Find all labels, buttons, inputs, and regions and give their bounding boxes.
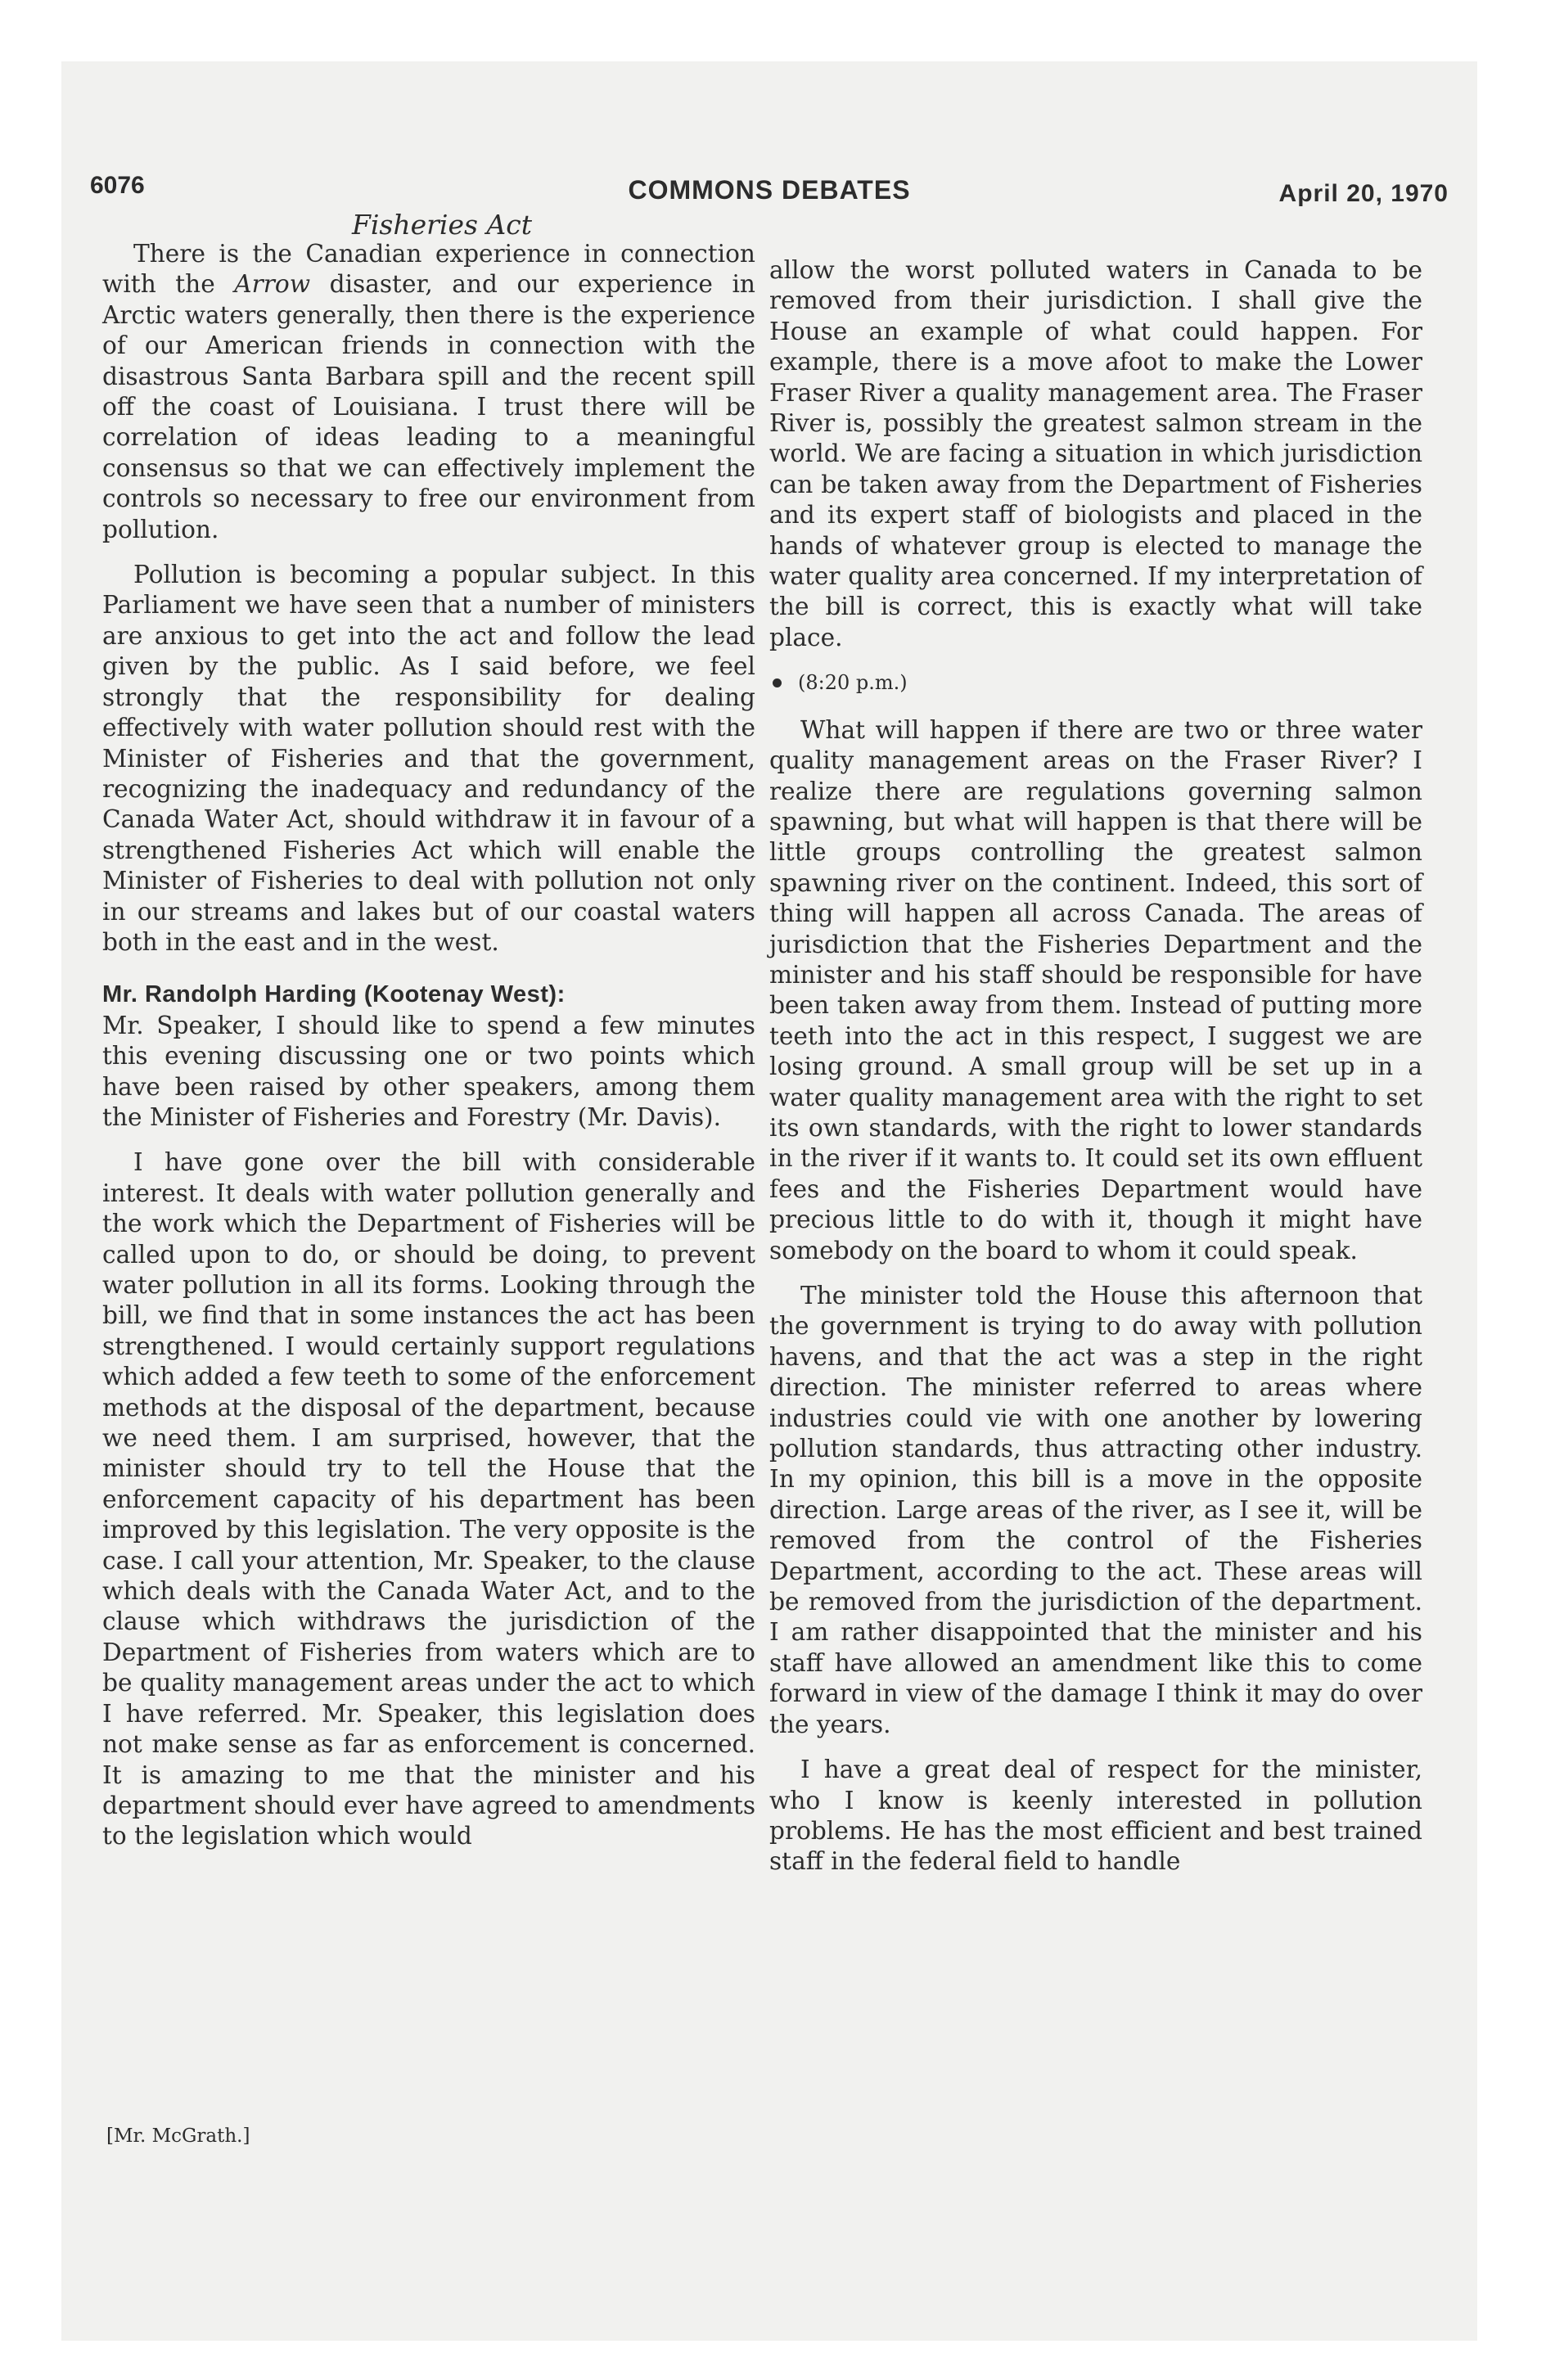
right-column [769,255,1422,1892]
paragraph: I have gone over the bill with considerable interest. It deals with water pollution generally and the work which the Department of Fisheries will be called upon to do, or should be doing, to prevent water pollution in all its forms. Looking through the bill, we find that in some instances the act has been strengthened. I would certainly support regulations which added a few teeth to some of the enforcement methods at the disposal of the department, because we need them. I am surprised, however, that the minister should try to tell the House that the enforcement capacity of his department has been improved by this legislation. The very opposite is the case. I call your attention, Mr. Speaker, to the clause which deals with the Canada Water Act, and to the clause which withdraws the jurisdiction of the Department of Fisheries from waters which are to be quality management areas under the act to which I have referred. Mr. Speaker, this legislation does not make sense as far as enforcement is concerned. It is amazing to me that the minister and his department should ever have agreed to amendments to the legislation which would [102,1148,755,1850]
paragraph-text: There is the Canadian experience in connection with the [102,240,755,299]
paragraph: I have a great deal of respect for the minister, who I know is keenly interested in pollution problems. He has the most efficient and best trained staff in the federal field to handle [769,1756,1422,1876]
page-header [90,172,1449,213]
left-column [102,239,755,1867]
publication-title: COMMONS DEBATES [628,175,911,205]
bullet-icon [773,678,782,687]
paragraph [102,239,755,545]
paragraph: What will happen if there are two or three water quality management areas on the Fraser River? I realize there are regulations governing salmon spawning, but what will happen is that there will be little groups controlling the greatest salmon spawning river on the continent. Indeed, this sort of thing will happen all across Canada. The areas of jurisdiction that the Fisheries Department and the minister and his staff should be responsible for have been taken away from them. Instead of putting more teeth into the act in this respect, I suggest we are losing ground. A small group will be set up in a water quality management area with the right to set its own standards, with the right to lower standards in the river if it wants to. It could set its own effluent fees and the Fisheries Department would have precious little to do with it, though it might have somebody on the board to whom it could speak. [769,715,1422,1264]
time-stamp-text: (8:20 p.m.) [798,671,908,695]
speaker-name: Mr. Randolph Harding (Kootenay West): [102,981,566,1008]
page-number: 6076 [90,172,145,199]
speaker-line [102,979,755,1010]
paragraph: Pollution is becoming a popular subject. In this Parliament we have seen that a number of ministers are anxious to get into the act and follow the lead given by the public. As I said before, we feel strongly that the responsibility for dealing effectively with water pollution should rest with the Minister of Fisheries and that the government, recognizing the inadequacy and redundancy of the Canada Water Act, should withdraw it in favour of a strengthened Fisheries Act which will enable the Minister of Fisheries to deal with pollution not only in our streams and lakes but of our coastal waters both in the east and in the west. [102,561,755,956]
vessel-name: Arrow [234,270,311,299]
paragraph: The minister told the House this afternoon that the government is trying to do away with pollution havens, and that the act was a step in the right direction. The minister referred to areas where industries could vie with one another by lowering pollution standards, thus attracting other industry. In my opinion, this bill is a move in the opposite direction. Large areas of the river, as I see it, will be removed from the control of the Fisheries Department, according to the act. These areas will be removed from the jurisdiction of the department. I am rather disappointed that the minister and his staff have allowed an amendment like this to come forward in view of the damage I think it may do over the years. [769,1282,1422,1738]
section-title: Fisheries Act [351,209,533,241]
speaker-footnote: [Mr. McGrath.] [106,2125,250,2147]
paragraph-text: disaster, and our experience in Arctic waters generally, then there is the experience of our American friends in connection with the disastrous Santa Barbara spill and the recent spill off the coast of Louisiana. I trust there will be correlation of ideas leading to a meaningful consensus so that we can effectively implement the controls so necessary to free our environment from pollution. [102,270,755,543]
time-stamp [769,668,1422,698]
paragraph: allow the worst polluted waters in Canada to be removed from their jurisdiction. I shall give the House an example of what could happen. For example, there is a move afoot to make the Lower Fraser River a quality management area. The Fraser River is, possibly the greatest salmon stream in the world. We are facing a situation in which jurisdiction can be taken away from the Department of Fisheries and its expert staff of biologists and placed in the hands of whatever group is elected to manage the water quality area concerned. If my interpretation of the bill is correct, this is exactly what will take place. [769,256,1422,651]
page-date: April 20, 1970 [1278,180,1449,207]
paragraph: Mr. Speaker, I should like to spend a few minutes this evening discussing one or two points which have been raised by other speakers, among them the Minister of Fisheries and Forestry (Mr. Davis). [102,1011,755,1131]
